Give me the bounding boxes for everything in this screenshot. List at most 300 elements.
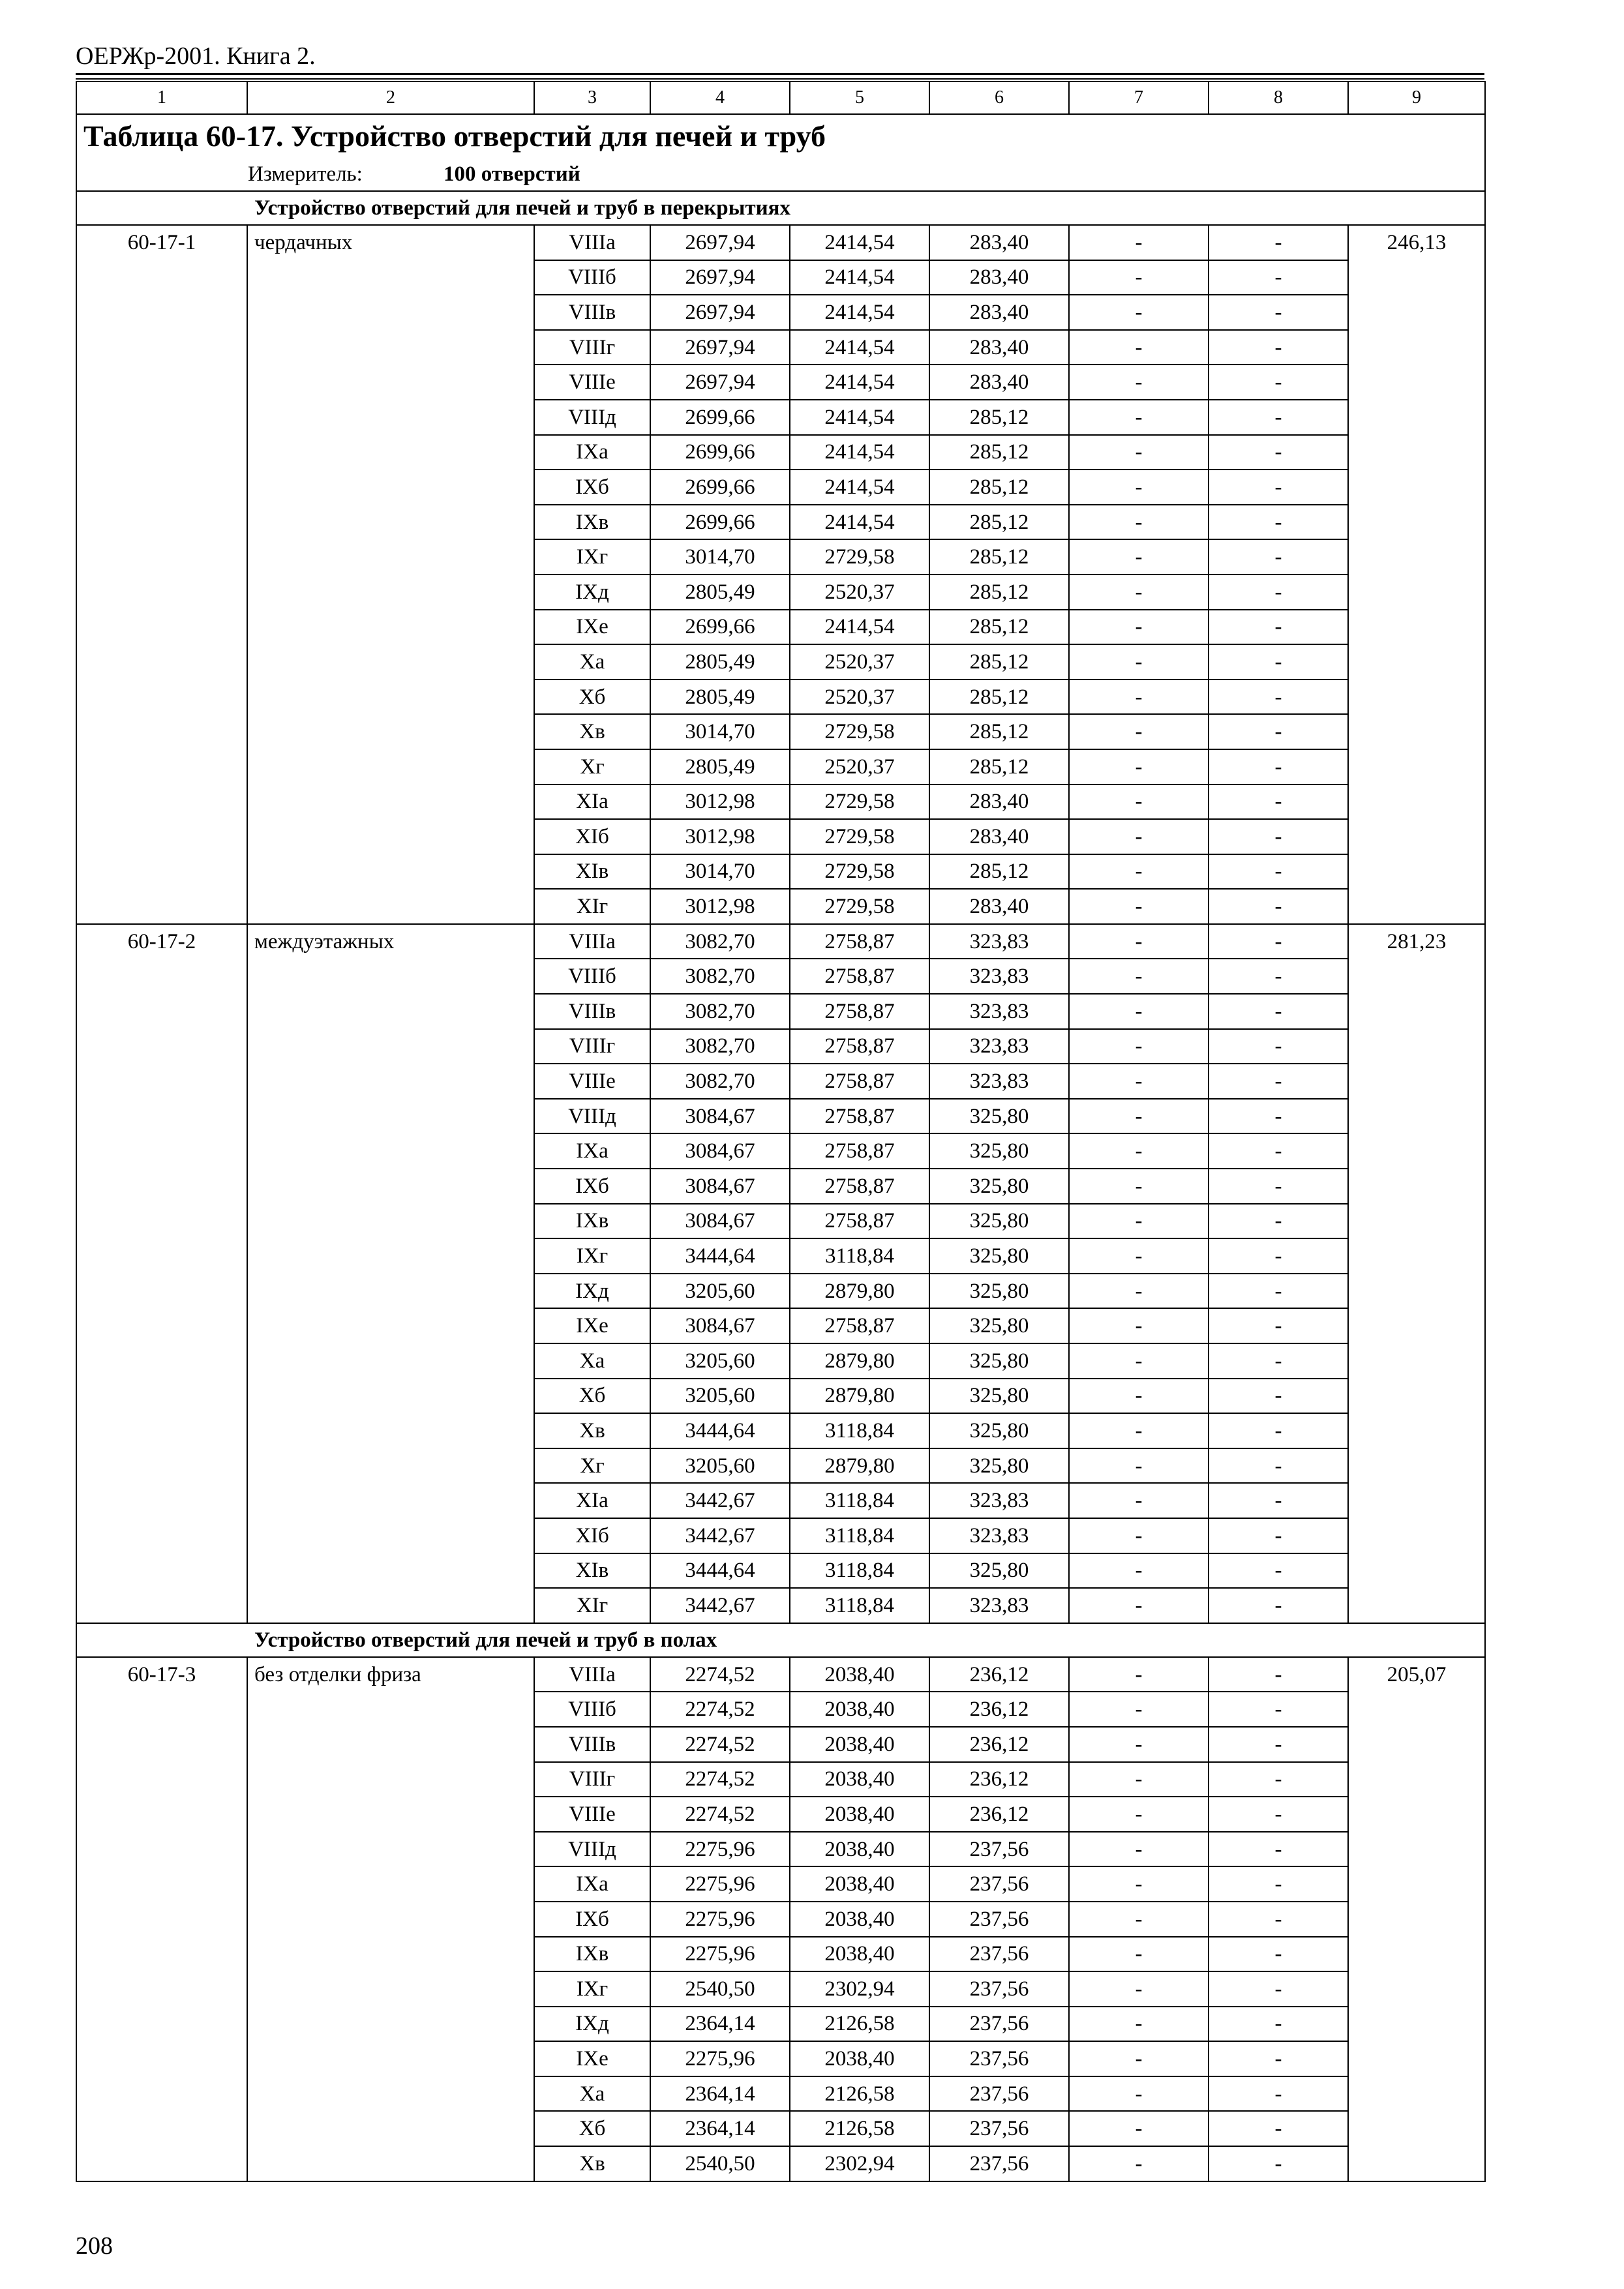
- machine-cost-cell: 285,12: [929, 680, 1069, 715]
- price-table: [76, 81, 1486, 2182]
- material-cost-cell: -: [1209, 1238, 1348, 1274]
- wage-cost-cell: 2414,54: [790, 610, 929, 645]
- machinist-wage-cell: -: [1069, 2076, 1209, 2112]
- machine-cost-cell: 285,12: [929, 539, 1069, 575]
- direct-cost-cell: 2697,94: [650, 260, 790, 295]
- machine-cost-cell: 236,12: [929, 1797, 1069, 1832]
- machine-cost-cell: 237,56: [929, 1832, 1069, 1867]
- zone-cell: VIIIе: [534, 1797, 650, 1832]
- direct-cost-cell: 3084,67: [650, 1133, 790, 1169]
- material-cost-cell: -: [1209, 1274, 1348, 1309]
- material-cost-cell: -: [1209, 225, 1348, 260]
- direct-cost-cell: 2697,94: [650, 330, 790, 365]
- table-row: [76, 1657, 1485, 1692]
- zone-cell: IXв: [534, 505, 650, 540]
- wage-cost-cell: 3118,84: [790, 1588, 929, 1623]
- machinist-wage-cell: -: [1069, 924, 1209, 959]
- machinist-wage-cell: -: [1069, 749, 1209, 785]
- direct-cost-cell: 3014,70: [650, 714, 790, 749]
- base-price-cell: 246,13: [1348, 225, 1485, 924]
- direct-cost-cell: 2274,52: [650, 1762, 790, 1797]
- machinist-wage-cell: -: [1069, 819, 1209, 854]
- zone-cell: Xг: [534, 1448, 650, 1484]
- wage-cost-cell: 3118,84: [790, 1553, 929, 1589]
- machinist-wage-cell: -: [1069, 785, 1209, 820]
- direct-cost-cell: 3084,67: [650, 1308, 790, 1343]
- machinist-wage-cell: -: [1069, 1832, 1209, 1867]
- material-cost-cell: -: [1209, 889, 1348, 924]
- wage-cost-cell: 2520,37: [790, 575, 929, 610]
- machine-cost-cell: 285,12: [929, 435, 1069, 470]
- wage-cost-cell: 2758,87: [790, 1133, 929, 1169]
- material-cost-cell: -: [1209, 1866, 1348, 1902]
- machinist-wage-cell: -: [1069, 959, 1209, 994]
- column-number: 1: [76, 82, 247, 114]
- material-cost-cell: -: [1209, 470, 1348, 505]
- zone-cell: Xв: [534, 2146, 650, 2181]
- machine-cost-cell: 325,80: [929, 1413, 1069, 1448]
- zone-cell: VIIIб: [534, 1692, 650, 1727]
- material-cost-cell: -: [1209, 1588, 1348, 1623]
- machinist-wage-cell: -: [1069, 505, 1209, 540]
- machinist-wage-cell: -: [1069, 1937, 1209, 1972]
- item-code: 60-17-3: [76, 1657, 247, 2181]
- wage-cost-cell: 2729,58: [790, 819, 929, 854]
- direct-cost-cell: 2805,49: [650, 575, 790, 610]
- wage-cost-cell: 2302,94: [790, 2146, 929, 2181]
- machinist-wage-cell: -: [1069, 644, 1209, 680]
- material-cost-cell: -: [1209, 1727, 1348, 1762]
- wage-cost-cell: 3118,84: [790, 1483, 929, 1518]
- wage-cost-cell: 2729,58: [790, 889, 929, 924]
- machine-cost-cell: 285,12: [929, 470, 1069, 505]
- zone-cell: IXе: [534, 1308, 650, 1343]
- material-cost-cell: -: [1209, 1169, 1348, 1204]
- wage-cost-cell: 2038,40: [790, 2041, 929, 2076]
- machine-cost-cell: 323,83: [929, 1483, 1069, 1518]
- wage-cost-cell: 2520,37: [790, 644, 929, 680]
- material-cost-cell: -: [1209, 1797, 1348, 1832]
- zone-cell: XIв: [534, 1553, 650, 1589]
- wage-cost-cell: 2126,58: [790, 2007, 929, 2042]
- direct-cost-cell: 3014,70: [650, 854, 790, 890]
- zone-cell: XIг: [534, 889, 650, 924]
- machine-cost-cell: 323,83: [929, 924, 1069, 959]
- wage-cost-cell: 2038,40: [790, 1832, 929, 1867]
- direct-cost-cell: 3444,64: [650, 1413, 790, 1448]
- zone-cell: VIIIа: [534, 924, 650, 959]
- material-cost-cell: -: [1209, 854, 1348, 890]
- wage-cost-cell: 2038,40: [790, 1797, 929, 1832]
- wage-cost-cell: 2520,37: [790, 680, 929, 715]
- material-cost-cell: -: [1209, 1483, 1348, 1518]
- wage-cost-cell: 2879,80: [790, 1343, 929, 1379]
- machinist-wage-cell: -: [1069, 1308, 1209, 1343]
- material-cost-cell: -: [1209, 400, 1348, 435]
- direct-cost-cell: 2275,96: [650, 1937, 790, 1972]
- machine-cost-cell: 283,40: [929, 785, 1069, 820]
- direct-cost-cell: 2699,66: [650, 470, 790, 505]
- zone-cell: XIа: [534, 785, 650, 820]
- wage-cost-cell: 3118,84: [790, 1238, 929, 1274]
- machinist-wage-cell: -: [1069, 1902, 1209, 1937]
- direct-cost-cell: 3014,70: [650, 539, 790, 575]
- machinist-wage-cell: -: [1069, 1448, 1209, 1484]
- zone-cell: XIа: [534, 1483, 650, 1518]
- material-cost-cell: -: [1209, 1448, 1348, 1484]
- material-cost-cell: -: [1209, 365, 1348, 400]
- machinist-wage-cell: -: [1069, 1483, 1209, 1518]
- table-title: Таблица 60-17. Устройство отверстий для печей и труб: [76, 114, 1485, 158]
- zone-cell: IXб: [534, 1902, 650, 1937]
- zone-cell: IXе: [534, 610, 650, 645]
- machinist-wage-cell: -: [1069, 365, 1209, 400]
- material-cost-cell: -: [1209, 1832, 1348, 1867]
- wage-cost-cell: 2729,58: [790, 854, 929, 890]
- zone-cell: Xб: [534, 2111, 650, 2146]
- direct-cost-cell: 3082,70: [650, 994, 790, 1029]
- direct-cost-cell: 2274,52: [650, 1657, 790, 1692]
- direct-cost-cell: 2805,49: [650, 680, 790, 715]
- wage-cost-cell: 2038,40: [790, 1762, 929, 1797]
- material-cost-cell: -: [1209, 1343, 1348, 1379]
- wage-cost-cell: 2520,37: [790, 749, 929, 785]
- machinist-wage-cell: -: [1069, 994, 1209, 1029]
- zone-cell: IXв: [534, 1204, 650, 1239]
- unit-cell: [76, 158, 1485, 191]
- zone-cell: Xа: [534, 1343, 650, 1379]
- wage-cost-cell: 2414,54: [790, 505, 929, 540]
- direct-cost-cell: 2805,49: [650, 644, 790, 680]
- material-cost-cell: -: [1209, 1064, 1348, 1099]
- machine-cost-cell: 285,12: [929, 610, 1069, 645]
- machinist-wage-cell: -: [1069, 1238, 1209, 1274]
- zone-cell: Xа: [534, 2076, 650, 2112]
- zone-cell: Xв: [534, 714, 650, 749]
- wage-cost-cell: 2414,54: [790, 260, 929, 295]
- zone-cell: VIIIе: [534, 1064, 650, 1099]
- item-code: 60-17-2: [76, 924, 247, 1623]
- direct-cost-cell: 2540,50: [650, 1971, 790, 2007]
- document-header: ОЕРЖр-2001. Книга 2.: [76, 42, 316, 70]
- item-name: без отделки фриза: [247, 1657, 534, 2181]
- wage-cost-cell: 2729,58: [790, 539, 929, 575]
- wage-cost-cell: 2414,54: [790, 400, 929, 435]
- zone-cell: IXб: [534, 1169, 650, 1204]
- machinist-wage-cell: -: [1069, 1099, 1209, 1134]
- wage-cost-cell: 2879,80: [790, 1448, 929, 1484]
- machine-cost-cell: 323,83: [929, 1029, 1069, 1064]
- material-cost-cell: -: [1209, 749, 1348, 785]
- table-title-row: [76, 114, 1485, 158]
- machinist-wage-cell: -: [1069, 1762, 1209, 1797]
- machinist-wage-cell: -: [1069, 330, 1209, 365]
- direct-cost-cell: 2699,66: [650, 400, 790, 435]
- wage-cost-cell: 2414,54: [790, 295, 929, 330]
- zone-cell: Xб: [534, 680, 650, 715]
- machine-cost-cell: 325,80: [929, 1099, 1069, 1134]
- material-cost-cell: -: [1209, 2076, 1348, 2112]
- machine-cost-cell: 283,40: [929, 330, 1069, 365]
- machinist-wage-cell: -: [1069, 1797, 1209, 1832]
- section-heading: Устройство отверстий для печей и труб в полах: [76, 1623, 1485, 1657]
- direct-cost-cell: 2275,96: [650, 1866, 790, 1902]
- machine-cost-cell: 236,12: [929, 1657, 1069, 1692]
- zone-cell: IXд: [534, 2007, 650, 2042]
- material-cost-cell: -: [1209, 680, 1348, 715]
- table-row: [76, 924, 1485, 959]
- direct-cost-cell: 2697,94: [650, 295, 790, 330]
- wage-cost-cell: 2758,87: [790, 1204, 929, 1239]
- machine-cost-cell: 237,56: [929, 2076, 1069, 2112]
- zone-cell: IXб: [534, 470, 650, 505]
- machine-cost-cell: 283,40: [929, 889, 1069, 924]
- machinist-wage-cell: -: [1069, 1588, 1209, 1623]
- machine-cost-cell: 283,40: [929, 819, 1069, 854]
- machinist-wage-cell: -: [1069, 854, 1209, 890]
- zone-cell: VIIIв: [534, 994, 650, 1029]
- machine-cost-cell: 236,12: [929, 1692, 1069, 1727]
- machinist-wage-cell: -: [1069, 435, 1209, 470]
- zone-cell: Xб: [534, 1379, 650, 1414]
- machinist-wage-cell: -: [1069, 1343, 1209, 1379]
- wage-cost-cell: 2758,87: [790, 1064, 929, 1099]
- machine-cost-cell: 237,56: [929, 2007, 1069, 2042]
- machinist-wage-cell: -: [1069, 1413, 1209, 1448]
- machinist-wage-cell: -: [1069, 1727, 1209, 1762]
- machine-cost-cell: 323,83: [929, 1064, 1069, 1099]
- machine-cost-cell: 237,56: [929, 2111, 1069, 2146]
- wage-cost-cell: 2758,87: [790, 994, 929, 1029]
- wage-cost-cell: 2729,58: [790, 714, 929, 749]
- material-cost-cell: -: [1209, 330, 1348, 365]
- direct-cost-cell: 3205,60: [650, 1343, 790, 1379]
- machine-cost-cell: 283,40: [929, 260, 1069, 295]
- wage-cost-cell: 2879,80: [790, 1274, 929, 1309]
- zone-cell: VIIIв: [534, 1727, 650, 1762]
- machine-cost-cell: 325,80: [929, 1343, 1069, 1379]
- machine-cost-cell: 237,56: [929, 2041, 1069, 2076]
- material-cost-cell: -: [1209, 1379, 1348, 1414]
- machine-cost-cell: 283,40: [929, 295, 1069, 330]
- material-cost-cell: -: [1209, 1133, 1348, 1169]
- zone-cell: IXг: [534, 1238, 650, 1274]
- machine-cost-cell: 283,40: [929, 225, 1069, 260]
- material-cost-cell: -: [1209, 1204, 1348, 1239]
- table-row: [76, 225, 1485, 260]
- wage-cost-cell: 2126,58: [790, 2076, 929, 2112]
- direct-cost-cell: 2699,66: [650, 435, 790, 470]
- item-name: чердачных: [247, 225, 534, 924]
- machine-cost-cell: 323,83: [929, 994, 1069, 1029]
- material-cost-cell: -: [1209, 295, 1348, 330]
- wage-cost-cell: 3118,84: [790, 1413, 929, 1448]
- header-rule-thin: [76, 78, 1484, 80]
- material-cost-cell: -: [1209, 1692, 1348, 1727]
- direct-cost-cell: 2540,50: [650, 2146, 790, 2181]
- direct-cost-cell: 3205,60: [650, 1448, 790, 1484]
- material-cost-cell: -: [1209, 1657, 1348, 1692]
- direct-cost-cell: 3012,98: [650, 785, 790, 820]
- wage-cost-cell: 2758,87: [790, 1099, 929, 1134]
- zone-cell: VIIIг: [534, 1762, 650, 1797]
- machinist-wage-cell: -: [1069, 470, 1209, 505]
- machine-cost-cell: 323,83: [929, 1588, 1069, 1623]
- zone-cell: XIв: [534, 854, 650, 890]
- machinist-wage-cell: -: [1069, 1169, 1209, 1204]
- wage-cost-cell: 2038,40: [790, 1937, 929, 1972]
- material-cost-cell: -: [1209, 924, 1348, 959]
- zone-cell: VIIIд: [534, 1099, 650, 1134]
- wage-cost-cell: 2038,40: [790, 1902, 929, 1937]
- direct-cost-cell: 3442,67: [650, 1518, 790, 1553]
- direct-cost-cell: 2275,96: [650, 2041, 790, 2076]
- machine-cost-cell: 285,12: [929, 854, 1069, 890]
- machine-cost-cell: 237,56: [929, 1902, 1069, 1937]
- machine-cost-cell: 285,12: [929, 714, 1069, 749]
- machinist-wage-cell: -: [1069, 575, 1209, 610]
- material-cost-cell: -: [1209, 1902, 1348, 1937]
- material-cost-cell: -: [1209, 1029, 1348, 1064]
- direct-cost-cell: 2275,96: [650, 1902, 790, 1937]
- material-cost-cell: -: [1209, 959, 1348, 994]
- zone-cell: XIб: [534, 819, 650, 854]
- zone-cell: IXа: [534, 435, 650, 470]
- direct-cost-cell: 3082,70: [650, 1029, 790, 1064]
- material-cost-cell: -: [1209, 539, 1348, 575]
- material-cost-cell: -: [1209, 785, 1348, 820]
- direct-cost-cell: 2364,14: [650, 2007, 790, 2042]
- machinist-wage-cell: -: [1069, 2007, 1209, 2042]
- machine-cost-cell: 323,83: [929, 959, 1069, 994]
- machine-cost-cell: 285,12: [929, 505, 1069, 540]
- machine-cost-cell: 325,80: [929, 1204, 1069, 1239]
- direct-cost-cell: 2364,14: [650, 2111, 790, 2146]
- page-number: 208: [76, 2232, 113, 2260]
- machinist-wage-cell: -: [1069, 1379, 1209, 1414]
- zone-cell: IXд: [534, 1274, 650, 1309]
- material-cost-cell: -: [1209, 260, 1348, 295]
- machinist-wage-cell: -: [1069, 1518, 1209, 1553]
- material-cost-cell: -: [1209, 1413, 1348, 1448]
- wage-cost-cell: 2038,40: [790, 1692, 929, 1727]
- zone-cell: IXг: [534, 1971, 650, 2007]
- direct-cost-cell: 3442,67: [650, 1483, 790, 1518]
- base-price-cell: 281,23: [1348, 924, 1485, 1623]
- machine-cost-cell: 237,56: [929, 2146, 1069, 2181]
- zone-cell: VIIIг: [534, 330, 650, 365]
- machinist-wage-cell: -: [1069, 225, 1209, 260]
- wage-cost-cell: 2758,87: [790, 1308, 929, 1343]
- section-heading: Устройство отверстий для печей и труб в перекрытиях: [76, 191, 1485, 225]
- base-price-cell: 205,07: [1348, 1657, 1485, 2181]
- zone-cell: VIIIд: [534, 400, 650, 435]
- direct-cost-cell: 2274,52: [650, 1797, 790, 1832]
- wage-cost-cell: 2414,54: [790, 330, 929, 365]
- machinist-wage-cell: -: [1069, 889, 1209, 924]
- machinist-wage-cell: -: [1069, 1657, 1209, 1692]
- unit-label: Измеритель:: [248, 162, 363, 186]
- machinist-wage-cell: -: [1069, 2111, 1209, 2146]
- zone-cell: IXе: [534, 2041, 650, 2076]
- wage-cost-cell: 2758,87: [790, 1169, 929, 1204]
- machinist-wage-cell: -: [1069, 539, 1209, 575]
- machine-cost-cell: 236,12: [929, 1727, 1069, 1762]
- wage-cost-cell: 2758,87: [790, 1029, 929, 1064]
- material-cost-cell: -: [1209, 435, 1348, 470]
- direct-cost-cell: 2274,52: [650, 1727, 790, 1762]
- zone-cell: IXа: [534, 1133, 650, 1169]
- machinist-wage-cell: -: [1069, 1971, 1209, 2007]
- machine-cost-cell: 285,12: [929, 644, 1069, 680]
- material-cost-cell: -: [1209, 994, 1348, 1029]
- machine-cost-cell: 285,12: [929, 575, 1069, 610]
- zone-cell: VIIIе: [534, 365, 650, 400]
- machine-cost-cell: 237,56: [929, 1866, 1069, 1902]
- material-cost-cell: -: [1209, 1971, 1348, 2007]
- column-number: 5: [790, 82, 929, 114]
- unit-value: 100 отверстий: [444, 162, 580, 186]
- machinist-wage-cell: -: [1069, 260, 1209, 295]
- direct-cost-cell: 3205,60: [650, 1274, 790, 1309]
- direct-cost-cell: 3012,98: [650, 889, 790, 924]
- column-number: 3: [534, 82, 650, 114]
- material-cost-cell: -: [1209, 575, 1348, 610]
- machinist-wage-cell: -: [1069, 610, 1209, 645]
- material-cost-cell: -: [1209, 2111, 1348, 2146]
- material-cost-cell: -: [1209, 1518, 1348, 1553]
- machinist-wage-cell: -: [1069, 714, 1209, 749]
- material-cost-cell: -: [1209, 610, 1348, 645]
- direct-cost-cell: 3205,60: [650, 1379, 790, 1414]
- direct-cost-cell: 2697,94: [650, 365, 790, 400]
- zone-cell: IXд: [534, 575, 650, 610]
- unit-row: [76, 158, 1485, 191]
- column-number-row: [76, 82, 1485, 114]
- zone-cell: VIIIа: [534, 1657, 650, 1692]
- material-cost-cell: -: [1209, 505, 1348, 540]
- machine-cost-cell: 236,12: [929, 1762, 1069, 1797]
- zone-cell: VIIIв: [534, 295, 650, 330]
- machine-cost-cell: 325,80: [929, 1308, 1069, 1343]
- zone-cell: VIIIб: [534, 959, 650, 994]
- direct-cost-cell: 2699,66: [650, 610, 790, 645]
- column-number: 6: [929, 82, 1069, 114]
- machine-cost-cell: 325,80: [929, 1274, 1069, 1309]
- machine-cost-cell: 237,56: [929, 1937, 1069, 1972]
- zone-cell: IXа: [534, 1866, 650, 1902]
- material-cost-cell: -: [1209, 819, 1348, 854]
- column-number: 4: [650, 82, 790, 114]
- wage-cost-cell: 3118,84: [790, 1518, 929, 1553]
- material-cost-cell: -: [1209, 1308, 1348, 1343]
- column-number: 7: [1069, 82, 1209, 114]
- material-cost-cell: -: [1209, 2146, 1348, 2181]
- machine-cost-cell: 325,80: [929, 1448, 1069, 1484]
- material-cost-cell: -: [1209, 2041, 1348, 2076]
- material-cost-cell: -: [1209, 714, 1348, 749]
- zone-cell: IXв: [534, 1937, 650, 1972]
- zone-cell: XIг: [534, 1588, 650, 1623]
- wage-cost-cell: 2038,40: [790, 1727, 929, 1762]
- wage-cost-cell: 2302,94: [790, 1971, 929, 2007]
- material-cost-cell: -: [1209, 1937, 1348, 1972]
- direct-cost-cell: 2805,49: [650, 749, 790, 785]
- machine-cost-cell: 325,80: [929, 1133, 1069, 1169]
- zone-cell: VIIIб: [534, 260, 650, 295]
- machinist-wage-cell: -: [1069, 1204, 1209, 1239]
- machinist-wage-cell: -: [1069, 400, 1209, 435]
